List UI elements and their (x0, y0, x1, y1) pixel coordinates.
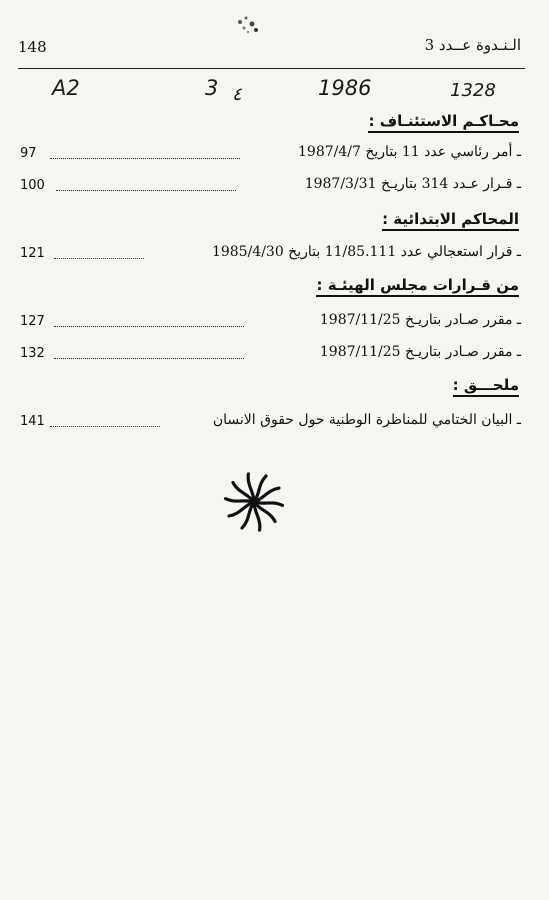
toc-page-number: 132 (20, 346, 45, 361)
toc-entry-text: ـ قرار استعجالي عدد 11/85.111 بتاريخ 1985/4/30 (211, 244, 521, 260)
leader-dots (50, 158, 240, 159)
leader-dots (54, 326, 244, 327)
handwritten-code: A2 (52, 76, 80, 100)
toc-page-number: 127 (20, 314, 45, 329)
toc-entry (20, 146, 521, 166)
toc-entry (20, 178, 521, 198)
leader-dots (50, 426, 160, 427)
toc-entry-text: ـ مقرر صـادر بتاريـخ 1987/11/25 (319, 344, 521, 360)
section-heading-appeal-courts: محـاكـم الاستئنـاف : (368, 112, 519, 130)
toc-entry (20, 414, 521, 434)
section-heading-first-instance-courts: المحاكم الابتدائية : (382, 210, 519, 228)
handwritten-ref: 1328 (450, 80, 496, 101)
toc-entry-text: ـ أمر رئاسي عدد 11 بتاريخ 1987/4/7 (298, 144, 521, 160)
toc-page-number: 121 (20, 246, 45, 261)
header-rule (18, 68, 525, 69)
toc-entry-text: ـ قـرار عـدد 314 بتاريـخ 1987/3/31 (304, 176, 521, 192)
page-header (18, 34, 521, 62)
toc-entry-text: ـ مقرر صـادر بتاريـخ 1987/11/25 (319, 312, 521, 328)
toc-page-number: 141 (20, 414, 45, 429)
section-heading-council-decisions: من قـرارات مجلس الهيئـة : (316, 276, 519, 294)
handwritten-number: 3 (205, 76, 219, 100)
leader-dots (54, 258, 144, 259)
toc-entry (20, 246, 521, 266)
star-swirl-ornament-icon (222, 470, 286, 534)
leader-dots (56, 190, 236, 191)
toc-entry (20, 314, 521, 334)
page-number: 148 (18, 38, 47, 56)
toc-page-number: 97 (20, 146, 37, 161)
toc-entry (20, 346, 521, 366)
handwritten-year: 1986 (318, 76, 372, 100)
handwritten-arabic-digit: ٤ (232, 84, 242, 105)
toc-page-number: 100 (20, 178, 45, 193)
toc-entry-text: ـ البيان الختامي للمناظرة الوطنية حول حقوق الانسان (212, 412, 521, 428)
leader-dots (54, 358, 244, 359)
section-heading-appendix: ملحـــق : (453, 376, 519, 394)
journal-title: الـنـدوة عــدد 3 (424, 36, 521, 54)
